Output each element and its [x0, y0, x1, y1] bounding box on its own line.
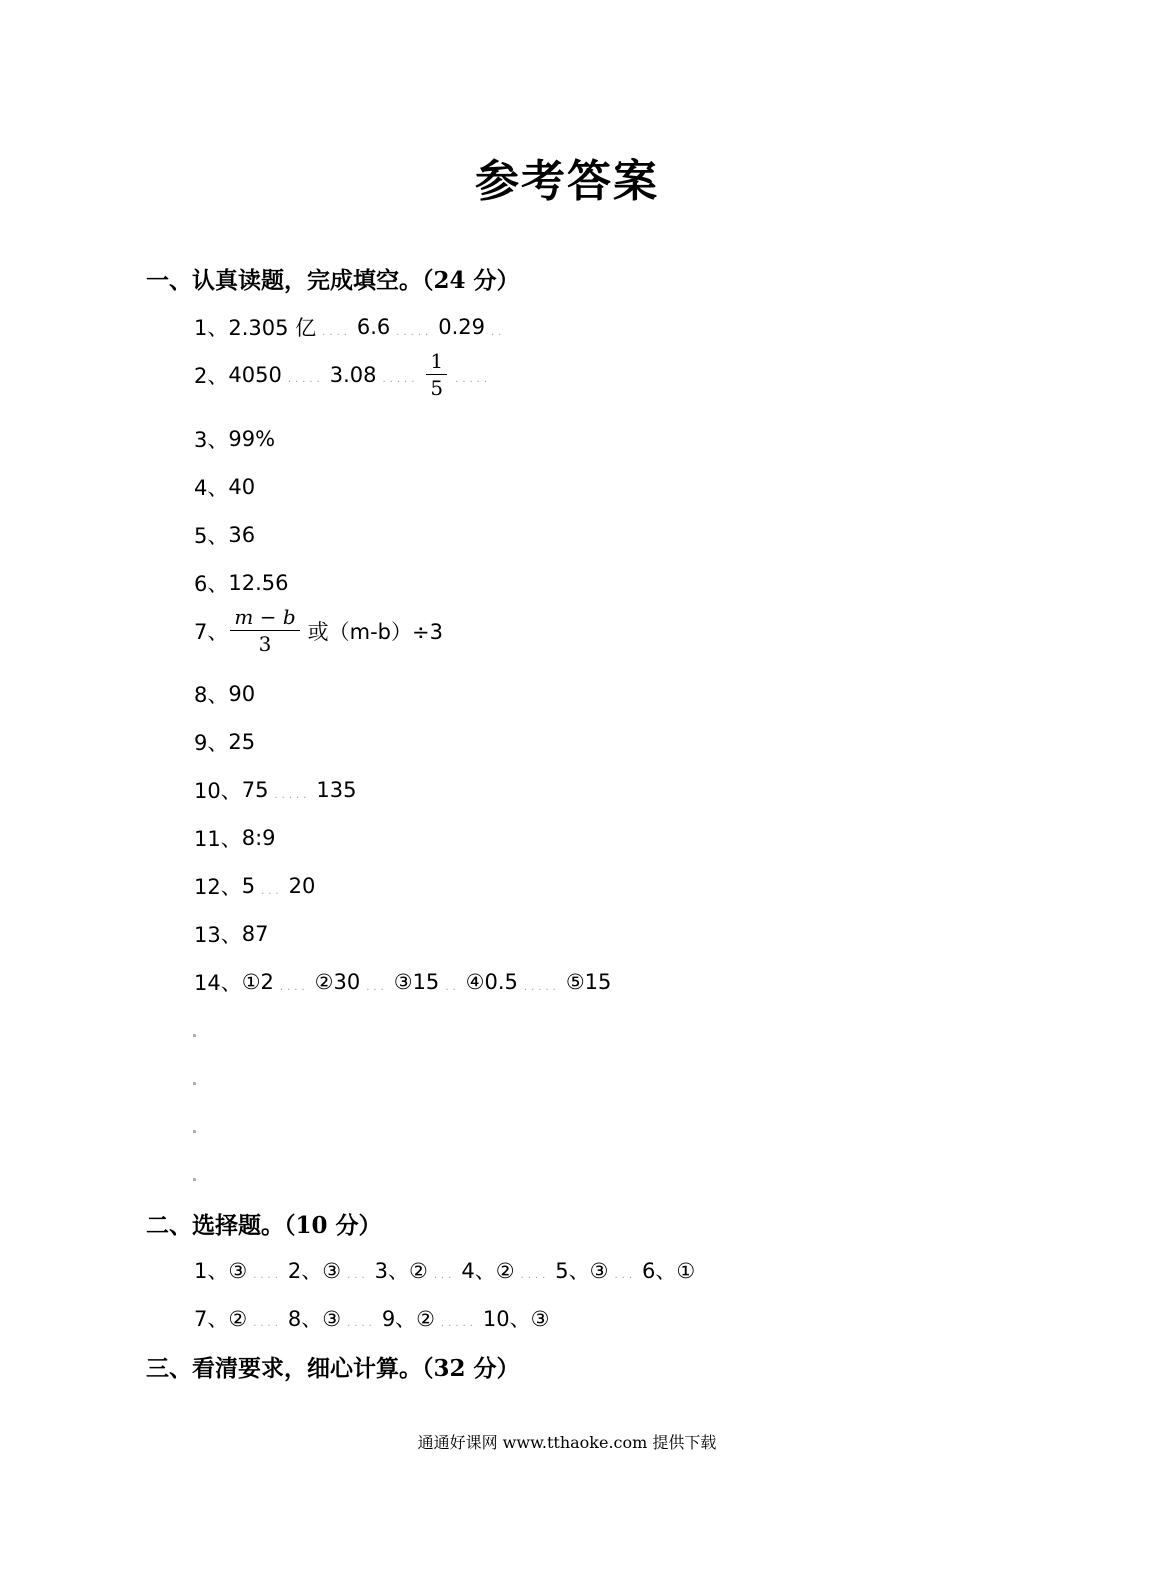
choice-answer: 9、②: [381, 1307, 435, 1331]
answer-line-7: [194, 606, 443, 655]
stray-dot: [193, 1178, 196, 1181]
dot-leader: .....: [274, 789, 311, 801]
answer-label: 4、: [194, 476, 229, 500]
fraction-m-minus-b-over-3: [230, 606, 299, 655]
choice-answer: 4、②: [461, 1259, 515, 1283]
choice-answer: 7、②: [194, 1307, 248, 1331]
answer-value: 或（m-b）÷3: [307, 619, 443, 644]
answer-label: 8、: [194, 683, 229, 707]
dot-leader: .....: [396, 326, 433, 338]
choice-answer: 2、③: [287, 1259, 342, 1283]
choice-answer: 5、③: [555, 1259, 609, 1283]
fraction-bar: [230, 630, 299, 631]
answer-label: 5、: [194, 524, 229, 548]
answer-line-2: [194, 350, 497, 399]
answer-value: 8:9: [241, 826, 276, 850]
answer-value: ④0.5: [465, 970, 518, 994]
choice-answer: 10、③: [482, 1307, 550, 1331]
answer-label: 3、: [194, 428, 229, 452]
answer-value: 5: [241, 874, 256, 898]
answer-value: 25: [228, 730, 256, 754]
answer-value: 135: [316, 778, 357, 802]
answer-value: 40: [228, 475, 256, 499]
answer-label: 10、: [194, 779, 242, 803]
answer-label: 6、: [194, 572, 229, 596]
answer-value: 36: [228, 523, 256, 547]
dot-leader: ...: [614, 1269, 637, 1281]
answer-value: 12.56: [228, 571, 289, 595]
fraction-numerator: 1: [430, 349, 444, 373]
dot-leader: .....: [441, 1317, 477, 1329]
answer-value: 3.08: [329, 362, 377, 387]
page-title: 参考答案: [475, 156, 659, 207]
answer-line-12: [194, 871, 315, 901]
section3-heading: 三、看清要求，细心计算。（32 分）: [146, 1355, 520, 1382]
dot-leader: .....: [455, 374, 492, 385]
answer-value: 99%: [228, 427, 276, 451]
choice-answer: 8、③: [287, 1307, 342, 1331]
choice-answers-row-2: [194, 1303, 549, 1333]
section1-heading: 一、认真读题，完成填空。（24 分）: [146, 267, 520, 294]
answer-line-11: [194, 823, 276, 853]
answer-label: 13、: [194, 923, 242, 947]
fraction-denominator: 3: [258, 632, 272, 656]
dot-leader: ....: [253, 1317, 282, 1329]
dot-leader: .....: [382, 374, 419, 385]
answer-value: ①2: [241, 970, 274, 994]
choice-answer: 6、①: [642, 1259, 696, 1283]
dot-leader: ....: [322, 326, 351, 338]
dot-leader: ....: [347, 1317, 376, 1329]
answer-label: 14、: [194, 971, 242, 995]
answer-label: 7、: [194, 619, 229, 644]
answer-line-14: [194, 967, 611, 997]
answer-line-10: [194, 775, 356, 805]
answer-value: 87: [241, 922, 269, 946]
stray-dot: [193, 1034, 196, 1037]
answer-line-9: [194, 727, 255, 757]
answer-label: 1、: [194, 316, 229, 340]
answer-value: 2.305 亿: [228, 316, 317, 340]
answer-value: 6.6: [356, 315, 391, 339]
choice-answer: 1、③: [194, 1259, 248, 1283]
answer-label: 9、: [194, 731, 229, 755]
choice-answers-row-1: [194, 1255, 695, 1285]
answer-line-8: [194, 679, 255, 709]
choice-answer: 3、②: [374, 1259, 428, 1283]
answer-line-6: [194, 568, 289, 598]
answer-line-4: [194, 472, 255, 502]
stray-dot: [193, 1130, 196, 1133]
answer-label: 11、: [194, 827, 242, 851]
dot-leader: ....: [253, 1269, 282, 1281]
stray-dot: [193, 1082, 196, 1085]
footer-source: 通通好课网 www.tthaoke.com 提供下载: [417, 1433, 717, 1452]
fraction-denominator: 5: [430, 376, 444, 400]
answer-line-5: [194, 520, 255, 550]
fraction-numerator: m − b: [234, 605, 296, 629]
answer-value: ③15: [393, 970, 440, 994]
answer-value: 20: [288, 874, 316, 898]
answer-value: ②30: [314, 970, 361, 994]
dot-leader: ....: [520, 1269, 550, 1281]
dot-leader: ..: [445, 981, 460, 993]
fraction-bar: [426, 374, 447, 375]
dot-leader: ...: [433, 1269, 456, 1281]
answer-label: 12、: [194, 875, 242, 899]
dot-leader: .....: [523, 981, 560, 993]
dot-leader: ...: [347, 1269, 369, 1281]
answer-value: 4050: [228, 362, 282, 387]
answer-line-3: [194, 424, 275, 454]
section2-heading: 二、选择题。（10 分）: [146, 1212, 382, 1239]
answer-line-13: [194, 919, 268, 949]
answer-line-1: [194, 312, 511, 342]
answer-label: 2、: [194, 363, 229, 388]
dot-leader: ....: [279, 981, 309, 993]
dot-leader: ..: [490, 326, 506, 338]
dot-leader: ...: [261, 885, 283, 897]
dot-leader: .....: [287, 374, 324, 385]
answer-value: 75: [241, 778, 269, 802]
answer-value: 90: [228, 682, 256, 706]
dot-leader: ...: [366, 981, 388, 993]
fraction-one-fifth: [426, 350, 447, 399]
answer-value: 0.29: [438, 315, 485, 339]
answer-value: ⑤15: [565, 970, 612, 994]
